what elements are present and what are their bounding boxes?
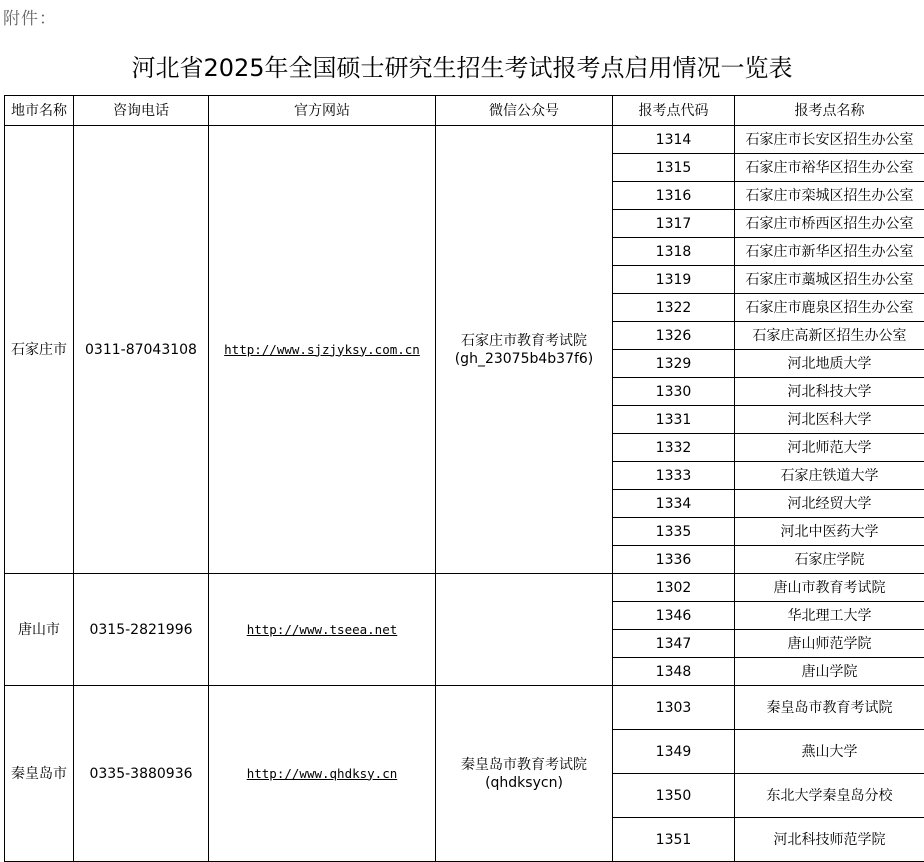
site-name: 石家庄市桥西区招生办公室: [735, 210, 924, 238]
site-name: 石家庄市长安区招生办公室: [735, 126, 924, 154]
website-link[interactable]: http://www.tseea.net: [247, 622, 398, 637]
site-code: 1318: [613, 238, 735, 266]
phone-number: 0311-87043108: [74, 126, 209, 574]
site-code: 1335: [613, 518, 735, 546]
column-header: 微信公众号: [436, 96, 613, 126]
column-header: 地市名称: [5, 96, 74, 126]
site-code: 1346: [613, 602, 735, 630]
table-header-row: [5, 96, 924, 126]
site-code: 1351: [613, 818, 735, 862]
site-code: 1347: [613, 630, 735, 658]
site-name: 河北师范大学: [735, 434, 924, 462]
column-header: 报考点名称: [735, 96, 924, 126]
site-code: 1317: [613, 210, 735, 238]
site-code: 1334: [613, 490, 735, 518]
site-name: 河北科技师范学院: [735, 818, 924, 862]
site-name: 石家庄学院: [735, 546, 924, 574]
site-name: 河北科技大学: [735, 378, 924, 406]
site-code: 1322: [613, 294, 735, 322]
site-name: 河北医科大学: [735, 406, 924, 434]
wechat-cell: [436, 686, 613, 862]
column-header: 报考点代码: [613, 96, 735, 126]
site-code: 1349: [613, 730, 735, 774]
site-name: 石家庄市裕华区招生办公室: [735, 154, 924, 182]
site-name: 华北理工大学: [735, 602, 924, 630]
site-code: 1319: [613, 266, 735, 294]
wechat-name: 秦皇岛市教育考试院: [436, 756, 612, 774]
site-name: 河北地质大学: [735, 350, 924, 378]
exam-site-table: [4, 95, 924, 862]
site-code: 1302: [613, 574, 735, 602]
site-name: 石家庄市藁城区招生办公室: [735, 266, 924, 294]
website-cell: [209, 126, 436, 574]
website-link[interactable]: http://www.sjzjyksy.com.cn: [224, 342, 420, 357]
website-cell: [209, 686, 436, 862]
wechat-name: 石家庄市教育考试院: [436, 332, 612, 350]
site-code: 1326: [613, 322, 735, 350]
website-link[interactable]: http://www.qhdksy.cn: [247, 766, 398, 781]
site-code: 1350: [613, 774, 735, 818]
city-name: 秦皇岛市: [5, 686, 74, 862]
site-name: 唐山学院: [735, 658, 924, 686]
site-name: 石家庄市新华区招生办公室: [735, 238, 924, 266]
site-name: 河北中医药大学: [735, 518, 924, 546]
site-name: 燕山大学: [735, 730, 924, 774]
page-title: 河北省2025年全国硕士研究生招生考试报考点启用情况一览表: [0, 48, 924, 83]
wechat-cell: [436, 126, 613, 574]
site-name: 石家庄市栾城区招生办公室: [735, 182, 924, 210]
site-code: 1336: [613, 546, 735, 574]
site-code: 1314: [613, 126, 735, 154]
site-code: 1315: [613, 154, 735, 182]
site-name: 石家庄高新区招生办公室: [735, 322, 924, 350]
column-header: 官方网站: [209, 96, 436, 126]
site-name: 石家庄铁道大学: [735, 462, 924, 490]
phone-number: 0335-3880936: [74, 686, 209, 862]
wechat-cell: [436, 574, 613, 686]
site-name: 秦皇岛市教育考试院: [735, 686, 924, 730]
city-name: 唐山市: [5, 574, 74, 686]
table-row: [5, 574, 924, 602]
city-name: 石家庄市: [5, 126, 74, 574]
site-code: 1303: [613, 686, 735, 730]
site-name: 唐山师范学院: [735, 630, 924, 658]
phone-number: 0315-2821996: [74, 574, 209, 686]
column-header: 咨询电话: [74, 96, 209, 126]
site-code: 1331: [613, 406, 735, 434]
wechat-id: (qhdksycn): [436, 774, 612, 792]
wechat-id: (gh_23075b4b37f6): [436, 350, 612, 368]
site-code: 1348: [613, 658, 735, 686]
site-code: 1316: [613, 182, 735, 210]
table-row: [5, 686, 924, 730]
site-name: 河北经贸大学: [735, 490, 924, 518]
site-code: 1329: [613, 350, 735, 378]
site-code: 1330: [613, 378, 735, 406]
site-name: 东北大学秦皇岛分校: [735, 774, 924, 818]
website-cell: [209, 574, 436, 686]
site-code: 1332: [613, 434, 735, 462]
attachment-label: 附件：: [3, 4, 57, 29]
table-row: [5, 126, 924, 154]
site-code: 1333: [613, 462, 735, 490]
site-name: 石家庄市鹿泉区招生办公室: [735, 294, 924, 322]
site-name: 唐山市教育考试院: [735, 574, 924, 602]
